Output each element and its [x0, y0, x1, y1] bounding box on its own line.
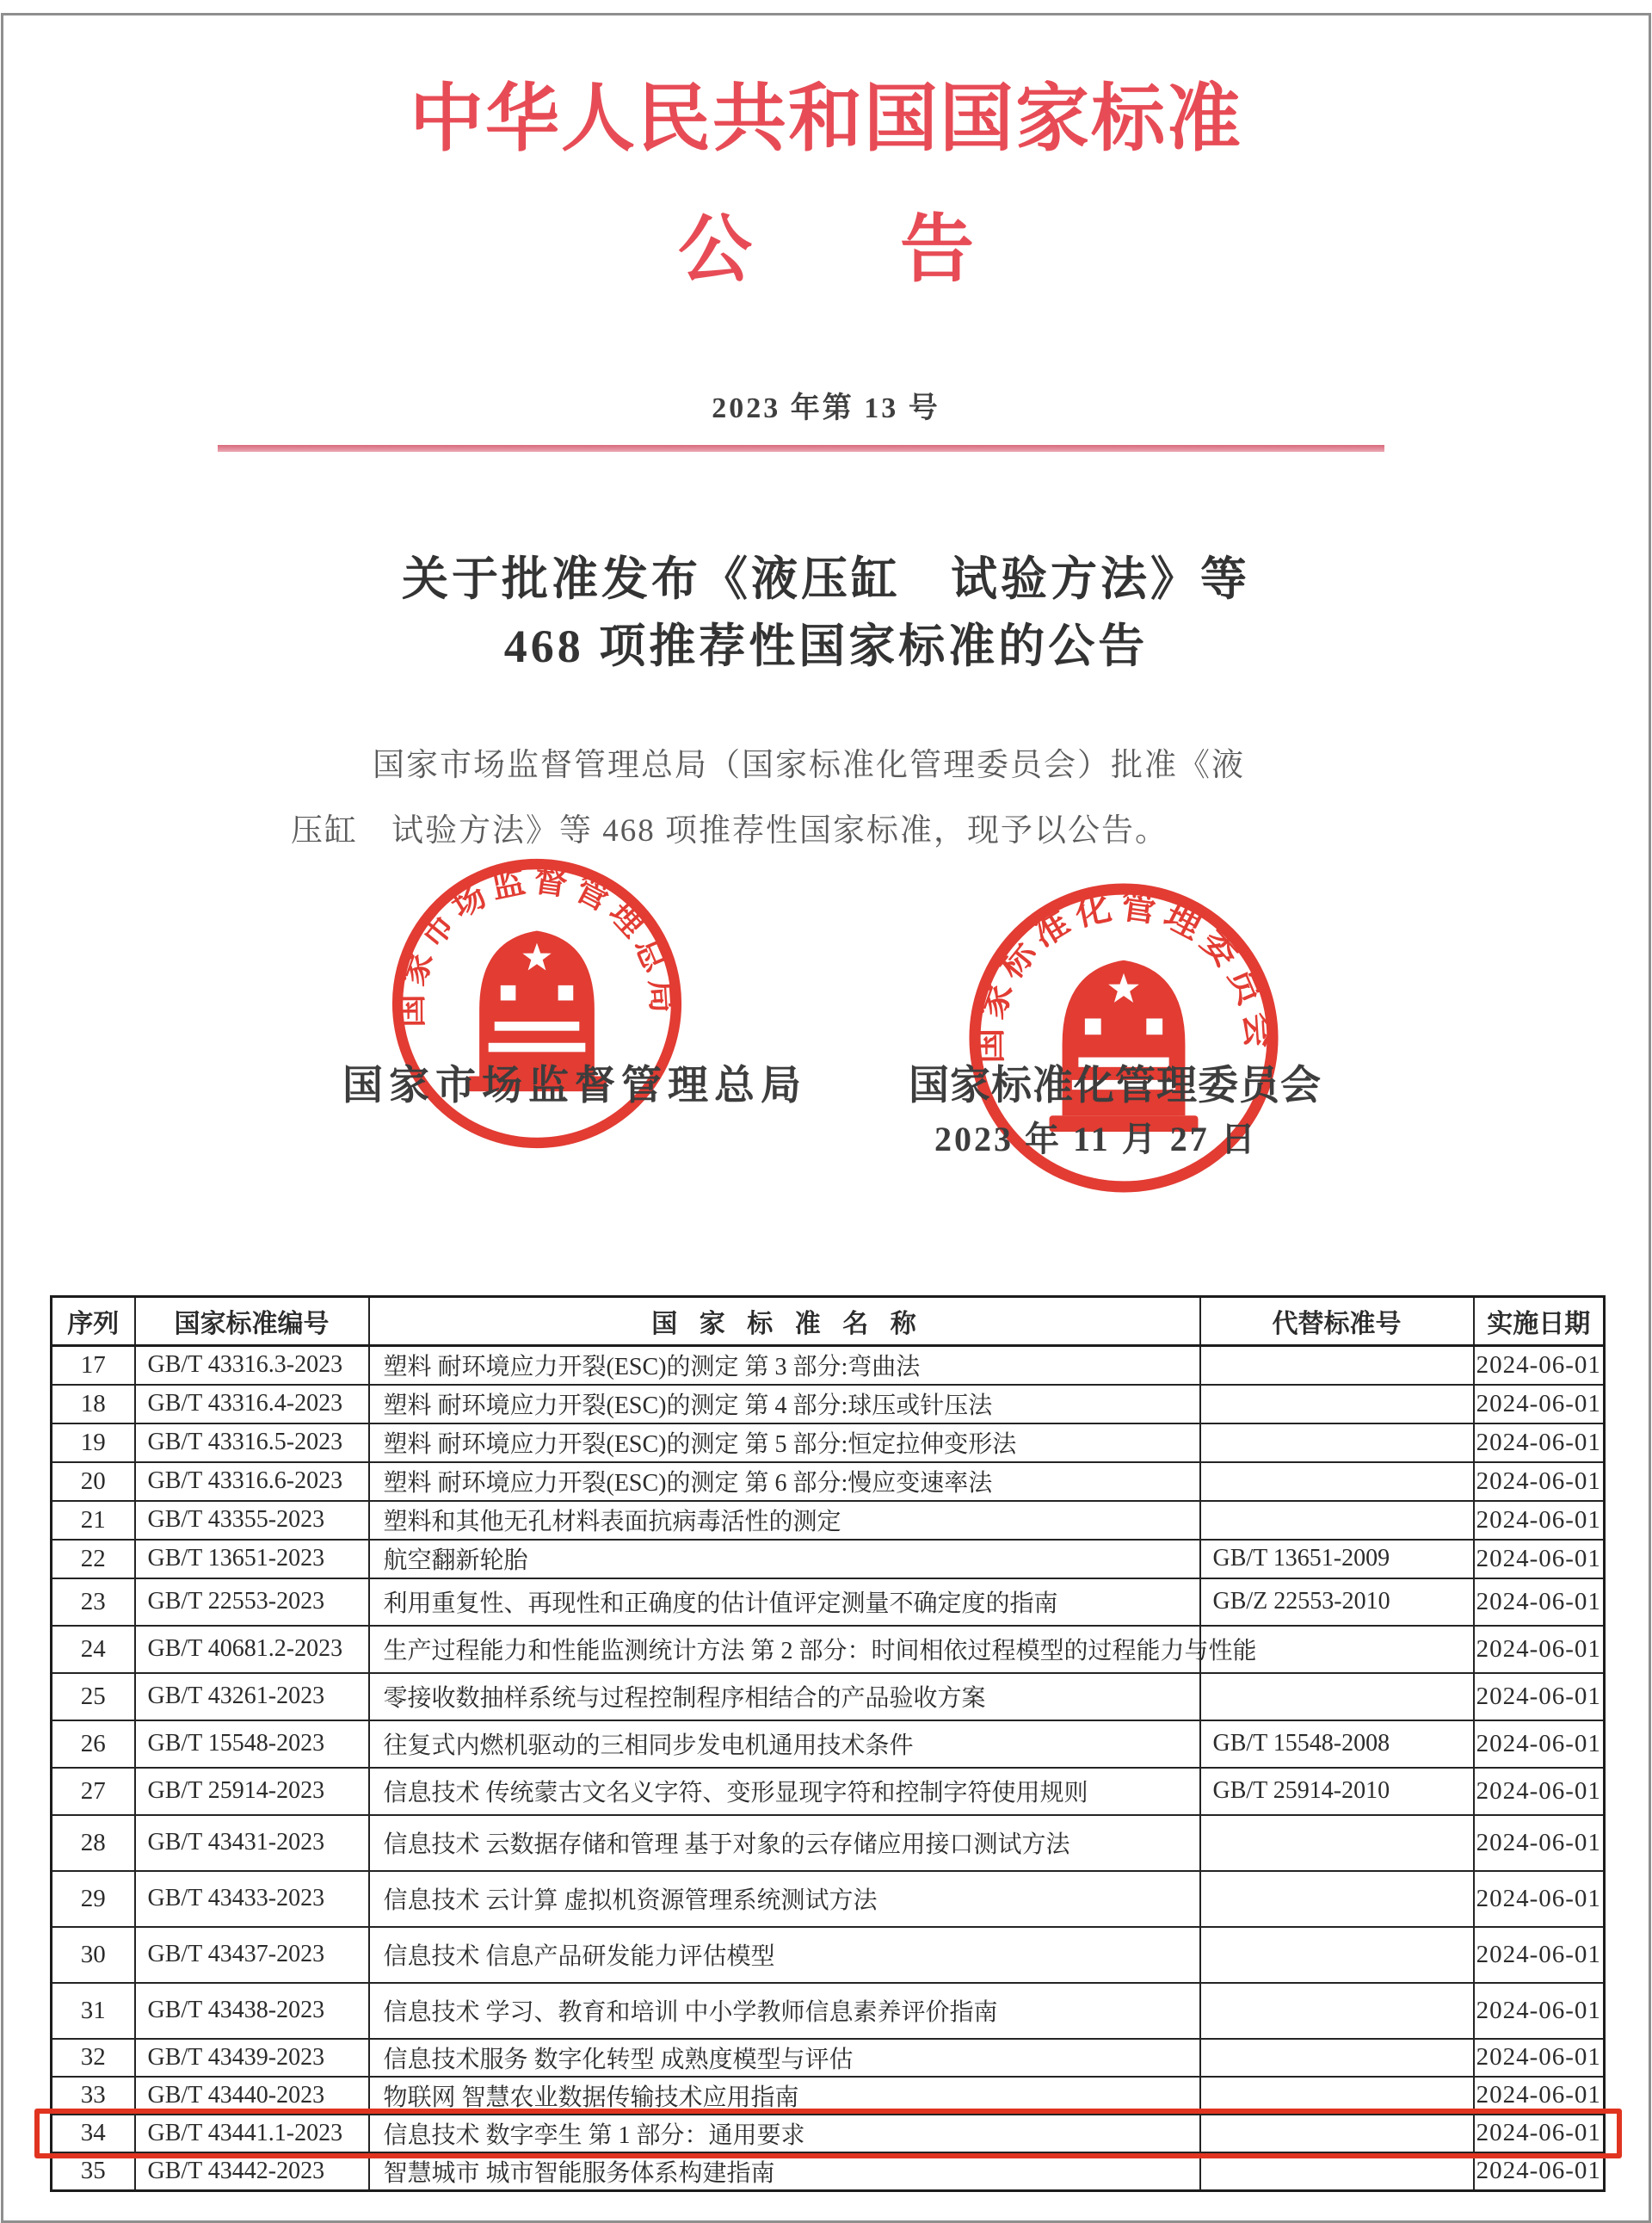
cell-name: 塑料 耐环境应力开裂(ESC)的测定 第 6 部分:慢应变速率法	[369, 1462, 1200, 1501]
issue-date: 2023 年 11 月 27 日	[934, 1120, 1258, 1158]
notice-heading-line1: 关于批准发布《液压缸 试验方法》等	[402, 553, 1250, 605]
table-header-row	[52, 1297, 1605, 1346]
cell-name: 航空翻新轮胎	[369, 1540, 1200, 1578]
cell-replaces: GB/T 13651-2009	[1200, 1540, 1474, 1578]
table-row	[52, 1385, 1605, 1423]
cell-code: GB/T 43316.4-2023	[135, 1385, 369, 1423]
cell-code: GB/T 22553-2023	[135, 1578, 369, 1626]
cell-replaces	[1200, 1385, 1474, 1423]
cell-seq: 27	[52, 1768, 135, 1815]
table-row	[52, 1927, 1605, 1983]
cell-name: 利用重复性、再现性和正确度的估计值评定测量不确定度的指南	[369, 1578, 1200, 1626]
table-row	[52, 1815, 1605, 1871]
cell-name: 零接收数抽样系统与过程控制程序相结合的产品验收方案	[369, 1673, 1200, 1720]
standards-table	[50, 1295, 1603, 2192]
cell-code: GB/T 43438-2023	[135, 1983, 369, 2039]
cell-name: 塑料和其他无孔材料表面抗病毒活性的测定	[369, 1501, 1200, 1540]
table-row	[52, 1462, 1605, 1501]
notice-heading-line2: 468 项推荐性国家标准的公告	[503, 621, 1149, 672]
header-name: 国家标准名称	[369, 1297, 1200, 1346]
cell-date: 2024-06-01	[1474, 1540, 1605, 1578]
table-row	[52, 1720, 1605, 1768]
cell-name: 信息技术 云数据存储和管理 基于对象的云存储应用接口测试方法	[369, 1815, 1200, 1871]
cell-replaces	[1200, 1462, 1474, 1501]
cell-code: GB/T 40681.2-2023	[135, 1626, 369, 1673]
cell-seq: 34	[52, 2115, 135, 2152]
cell-replaces	[1200, 2039, 1474, 2077]
cell-name: 信息技术 学习、教育和培训 中小学教师信息素养评价指南	[369, 1983, 1200, 2039]
signature-agency-right: 国家标准化管理委员会	[909, 1064, 1322, 1108]
announcement-title: 公 告	[678, 208, 974, 291]
cell-code: GB/T 43441.1-2023	[135, 2115, 369, 2152]
cell-date: 2024-06-01	[1474, 1927, 1605, 1983]
issue-number: 2023 年第 13 号	[712, 392, 940, 424]
cell-code: GB/T 43316.3-2023	[135, 1346, 369, 1385]
cell-seq: 26	[52, 1720, 135, 1768]
table-row	[52, 1768, 1605, 1815]
cell-replaces: GB/T 25914-2010	[1200, 1768, 1474, 1815]
cell-code: GB/T 43442-2023	[135, 2152, 369, 2191]
cell-replaces	[1200, 1983, 1474, 2039]
cell-seq: 24	[52, 1626, 135, 1673]
cell-replaces	[1200, 1927, 1474, 1983]
cell-name: 信息技术服务 数字化转型 成熟度模型与评估	[369, 2039, 1200, 2077]
cell-name: 物联网 智慧农业数据传输技术应用指南	[369, 2077, 1200, 2115]
cell-name: 信息技术 传统蒙古文名义字符、变形显现字符和控制字符使用规则	[369, 1768, 1200, 1815]
cell-seq: 21	[52, 1501, 135, 1540]
cell-seq: 32	[52, 2039, 135, 2077]
cell-replaces	[1200, 1423, 1474, 1462]
cell-seq: 35	[52, 2152, 135, 2191]
table-row	[52, 1673, 1605, 1720]
table-row	[52, 2077, 1605, 2115]
cell-replaces	[1200, 1501, 1474, 1540]
table-row	[52, 1346, 1605, 1385]
cell-date: 2024-06-01	[1474, 2152, 1605, 2191]
table-row	[52, 2115, 1605, 2152]
cell-name: 塑料 耐环境应力开裂(ESC)的测定 第 3 部分:弯曲法	[369, 1346, 1200, 1385]
cell-date: 2024-06-01	[1474, 2115, 1605, 2152]
cell-date: 2024-06-01	[1474, 1815, 1605, 1871]
table-row	[52, 1578, 1605, 1626]
cell-code: GB/T 15548-2023	[135, 1720, 369, 1768]
cell-name: 信息技术 信息产品研发能力评估模型	[369, 1927, 1200, 1983]
cell-code: GB/T 25914-2023	[135, 1768, 369, 1815]
cell-code: GB/T 43316.5-2023	[135, 1423, 369, 1462]
cell-date: 2024-06-01	[1474, 1423, 1605, 1462]
cell-name: 信息技术 数字孪生 第 1 部分：通用要求	[369, 2115, 1200, 2152]
cell-date: 2024-06-01	[1474, 1871, 1605, 1927]
cell-replaces	[1200, 1871, 1474, 1927]
cell-seq: 33	[52, 2077, 135, 2115]
table-row	[52, 1983, 1605, 2039]
table-row	[52, 1871, 1605, 1927]
cell-code: GB/T 43261-2023	[135, 1673, 369, 1720]
cell-date: 2024-06-01	[1474, 1346, 1605, 1385]
cell-replaces	[1200, 1346, 1474, 1385]
cell-name: 智慧城市 城市智能服务体系构建指南	[369, 2152, 1200, 2191]
cell-replaces: GB/Z 22553-2010	[1200, 1578, 1474, 1626]
cell-code: GB/T 43316.6-2023	[135, 1462, 369, 1501]
cell-name: 生产过程能力和性能监测统计方法 第 2 部分：时间相依过程模型的过程能力与性能	[369, 1626, 1200, 1673]
cell-date: 2024-06-01	[1474, 1983, 1605, 2039]
cell-seq: 31	[52, 1983, 135, 2039]
cell-seq: 17	[52, 1346, 135, 1385]
cell-seq: 22	[52, 1540, 135, 1578]
cell-date: 2024-06-01	[1474, 1385, 1605, 1423]
cell-date: 2024-06-01	[1474, 1462, 1605, 1501]
cell-name: 塑料 耐环境应力开裂(ESC)的测定 第 5 部分:恒定拉伸变形法	[369, 1423, 1200, 1462]
header-seq: 序列	[52, 1297, 135, 1346]
cell-code: GB/T 43440-2023	[135, 2077, 369, 2115]
cell-code: GB/T 13651-2023	[135, 1540, 369, 1578]
svg-text:国家标准化管理委员会: 国家标准化管理委员会	[968, 885, 1280, 1064]
cell-replaces	[1200, 2077, 1474, 2115]
table-row	[52, 1626, 1605, 1673]
standards-table-body	[52, 1346, 1605, 2191]
svg-text:国家市场监督管理总局: 国家市场监督管理总局	[392, 861, 682, 1028]
cell-name: 塑料 耐环境应力开裂(ESC)的测定 第 4 部分:球压或针压法	[369, 1385, 1200, 1423]
signature-agency-left: 国家市场监督管理总局	[342, 1064, 807, 1108]
cell-seq: 20	[52, 1462, 135, 1501]
cell-replaces	[1200, 2152, 1474, 2191]
cell-date: 2024-06-01	[1474, 2039, 1605, 2077]
table-row	[52, 2039, 1605, 2077]
cell-code: GB/T 43355-2023	[135, 1501, 369, 1540]
cell-seq: 29	[52, 1871, 135, 1927]
body-paragraph-line1: 国家市场监督管理总局（国家标准化管理委员会）批准《液	[373, 748, 1245, 783]
cell-seq: 28	[52, 1815, 135, 1871]
cell-seq: 18	[52, 1385, 135, 1423]
cell-replaces	[1200, 2115, 1474, 2152]
cell-name: 信息技术 云计算 虚拟机资源管理系统测试方法	[369, 1871, 1200, 1927]
cell-code: GB/T 43433-2023	[135, 1871, 369, 1927]
cell-code: GB/T 43437-2023	[135, 1927, 369, 1983]
header-date: 实施日期	[1474, 1297, 1605, 1346]
cell-seq: 30	[52, 1927, 135, 1983]
cell-date: 2024-06-01	[1474, 1501, 1605, 1540]
cell-replaces	[1200, 1815, 1474, 1871]
cell-replaces	[1200, 1673, 1474, 1720]
page-title: 中华人民共和国国家标准	[410, 77, 1242, 160]
divider-rule	[218, 445, 1384, 452]
cell-replaces: GB/T 15548-2008	[1200, 1720, 1474, 1768]
cell-date: 2024-06-01	[1474, 2077, 1605, 2115]
cell-name: 往复式内燃机驱动的三相同步发电机通用技术条件	[369, 1720, 1200, 1768]
cell-date: 2024-06-01	[1474, 1768, 1605, 1815]
cell-date: 2024-06-01	[1474, 1673, 1605, 1720]
table-row	[52, 1501, 1605, 1540]
cell-date: 2024-06-01	[1474, 1578, 1605, 1626]
cell-date: 2024-06-01	[1474, 1626, 1605, 1673]
cell-code: GB/T 43439-2023	[135, 2039, 369, 2077]
cell-seq: 25	[52, 1673, 135, 1720]
body-paragraph-line2: 压缸 试验方法》等 468 项推荐性国家标准，现予以公告。	[291, 813, 1168, 849]
table-row	[52, 2152, 1605, 2191]
header-replaces: 代替标准号	[1200, 1297, 1474, 1346]
cell-seq: 19	[52, 1423, 135, 1462]
cell-code: GB/T 43431-2023	[135, 1815, 369, 1871]
header-code: 国家标准编号	[135, 1297, 369, 1346]
cell-date: 2024-06-01	[1474, 1720, 1605, 1768]
table-row	[52, 1423, 1605, 1462]
cell-seq: 23	[52, 1578, 135, 1626]
table-row	[52, 1540, 1605, 1578]
